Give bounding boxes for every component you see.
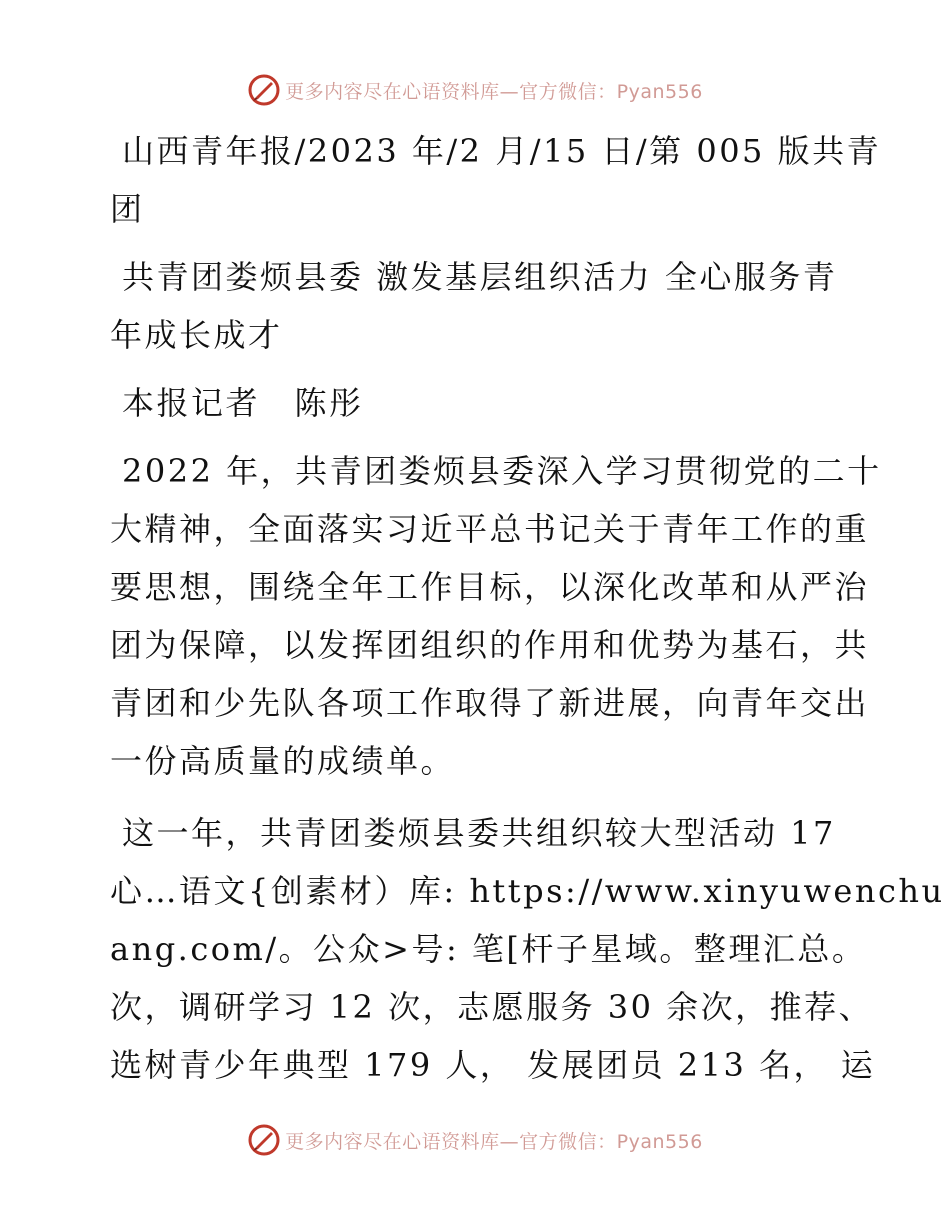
paragraph-2-line: ang.com/。公众>号: 笔[杆子星域。整理汇总。: [110, 930, 867, 968]
paragraph-1-line: 青团和少先队各项工作取得了新进展，向青年交出: [110, 684, 870, 722]
paragraph-2-line: 心…语文{创素材）库: https://www.xinyuwenchu: [110, 872, 945, 910]
paragraph-1-line: 一份高质量的成绩单。: [110, 742, 456, 780]
dateline: [98, 122, 882, 238]
article-body: [98, 122, 945, 1108]
quill-logo-icon: [247, 1123, 281, 1157]
dateline-line-1: 山西青年报/2023 年/2 月/15 日/第 005 版共青: [122, 132, 882, 170]
byline: [98, 374, 850, 432]
watermark-footer: [0, 1120, 950, 1160]
paragraph-1: [98, 442, 882, 790]
headline-line-2: 年成长成才: [110, 316, 283, 354]
paragraph-2-line: 次，调研学习 12 次，志愿服务 30 余次，推荐、: [110, 988, 874, 1026]
headline: [98, 248, 850, 364]
quill-logo-icon: [247, 73, 281, 107]
watermark-text: 更多内容尽在心语资料库—官方微信：Pyan556: [285, 1130, 703, 1153]
paragraph-1-line: 2022 年，共青团娄烦县委深入学习贯彻党的二十: [122, 452, 882, 490]
paragraph-2-line: 选树青少年典型 179 人， 发展团员 213 名， 运: [110, 1046, 876, 1084]
paragraph-2: [98, 804, 945, 1094]
byline-text: 本报记者 陈彤: [122, 384, 364, 422]
paragraph-2-line: 这一年，共青团娄烦县委共组织较大型活动 17: [122, 814, 836, 852]
watermark-text: 更多内容尽在心语资料库—官方微信：Pyan556: [285, 80, 703, 103]
paragraph-1-line: 要思想，围绕全年工作目标，以深化改革和从严治: [110, 568, 870, 606]
headline-line-1: 共青团娄烦县委 激发基层组织活力 全心服务青: [122, 258, 838, 296]
paragraph-1-line: 大精神，全面落实习近平总书记关于青年工作的重: [110, 510, 870, 548]
watermark-header: [0, 70, 950, 110]
dateline-line-2: 团: [110, 190, 145, 228]
paragraph-1-line: 团为保障，以发挥团组织的作用和优势为基石，共: [110, 626, 870, 664]
